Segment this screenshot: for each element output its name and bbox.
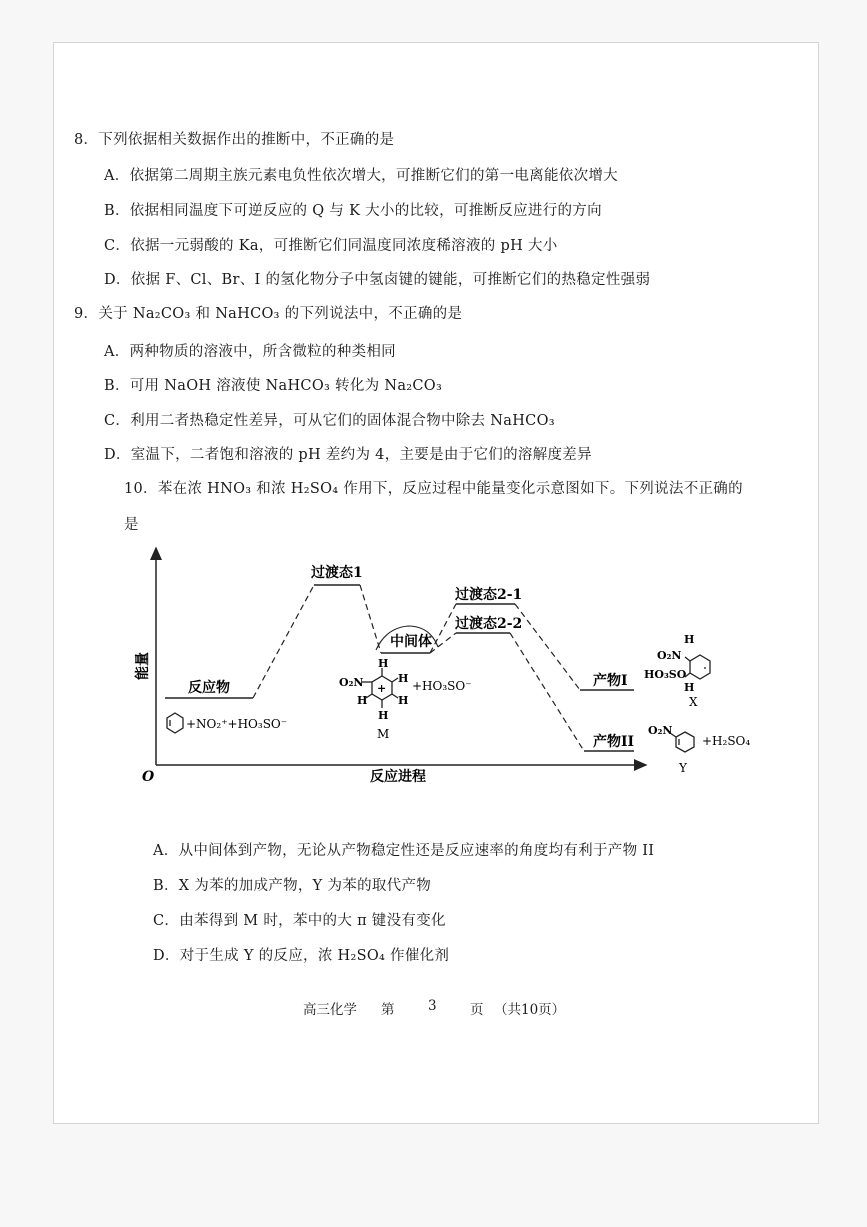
- question-9-option-d: D．室温下，二者饱和溶液的 pH 差约为 4，主要是由于它们的溶解度差异: [104, 447, 592, 463]
- intermediate-label: 中间体: [390, 634, 432, 650]
- M-no2: O₂N: [339, 676, 364, 689]
- question-9-option-a: A．两种物质的溶液中，所含微粒的种类相同: [104, 344, 396, 360]
- footer-page-number: 3: [428, 998, 437, 1014]
- reactant-formula: +NO₂⁺+HO₃SO⁻: [186, 717, 288, 731]
- footer-subject: 高三化学: [303, 1002, 357, 1018]
- M-H-top: H: [378, 657, 389, 670]
- y-axis-label: 能量: [135, 652, 151, 680]
- M-hso4: +HO₃SO⁻: [412, 679, 472, 693]
- question-10-option-c: C．由苯得到 M 时，苯中的大 π 键没有变化: [153, 913, 446, 929]
- question-10-option-a: A．从中间体到产物，无论从产物稳定性还是反应速率的角度均有利于产物 II: [153, 843, 655, 859]
- ts1-label: 过渡态1: [311, 565, 363, 581]
- X-label: X: [689, 695, 698, 709]
- ts22-label: 过渡态2-2: [455, 616, 523, 632]
- x-axis-label: 反应进程: [370, 769, 426, 785]
- Y-label: Y: [679, 761, 687, 775]
- question-10-stem-cont: 是: [124, 517, 139, 533]
- footer-di: 第: [381, 1002, 395, 1018]
- product2-label: 产物II: [593, 734, 635, 750]
- question-9-stem: 9．关于 Na₂CO₃ 和 NaHCO₃ 的下列说法中，不正确的是: [74, 306, 463, 322]
- footer-total: （共10页）: [494, 1002, 566, 1018]
- footer-ye: 页: [470, 1002, 484, 1018]
- X-so3: HO₃SO: [644, 668, 687, 681]
- question-9-option-b: B．可用 NaOH 溶液使 NaHCO₃ 转化为 Na₂CO₃: [104, 378, 443, 394]
- question-10-stem: 10．苯在浓 HNO₃ 和浓 H₂SO₄ 作用下，反应过程中能量变化示意图如下。下列说法不正确的: [124, 481, 743, 497]
- X-H-top: H: [684, 633, 695, 646]
- Y-h2so4: +H₂SO₄: [702, 734, 751, 748]
- M-H-left: H: [357, 694, 368, 707]
- M-plus: +: [377, 682, 387, 695]
- product1-label: 产物I: [593, 673, 628, 689]
- question-10-option-b: B．X 为苯的加成产物，Y 为苯的取代产物: [153, 878, 432, 894]
- question-8-option-c: C．依据一元弱酸的 Ka，可推断它们同温度同浓度稀溶液的 pH 大小: [104, 238, 558, 254]
- question-8-option-d: D．依据 F、Cl、Br、I 的氢化物分子中氢卤键的键能，可推断它们的热稳定性强弱: [104, 272, 651, 288]
- question-10-option-d: D．对于生成 Y 的反应，浓 H₂SO₄ 作催化剂: [153, 948, 450, 964]
- X-H-bottom: H: [684, 681, 695, 694]
- X-no2: O₂N: [657, 649, 682, 662]
- question-8-option-b: B．依据相同温度下可逆反应的 Q 与 K 大小的比较，可推断反应进行的方向: [104, 203, 602, 219]
- question-8-stem: 8．下列依据相关数据作出的推断中，不正确的是: [74, 132, 395, 148]
- ts21-label: 过渡态2-1: [455, 587, 523, 603]
- Y-no2: O₂N: [648, 724, 673, 737]
- origin-label: O: [142, 769, 155, 785]
- M-H-right2: H: [398, 694, 409, 707]
- M-H-right: H: [398, 672, 409, 685]
- M-H-bottom: H: [378, 709, 389, 722]
- reactant-label: 反应物: [188, 680, 230, 696]
- M-label: M: [377, 727, 390, 741]
- question-8-option-a: A．依据第二周期主族元素电负性依次增大，可推断它们的第一电离能依次增大: [104, 168, 618, 184]
- question-9-option-c: C．利用二者热稳定性差异，可从它们的固体混合物中除去 NaHCO₃: [104, 413, 555, 429]
